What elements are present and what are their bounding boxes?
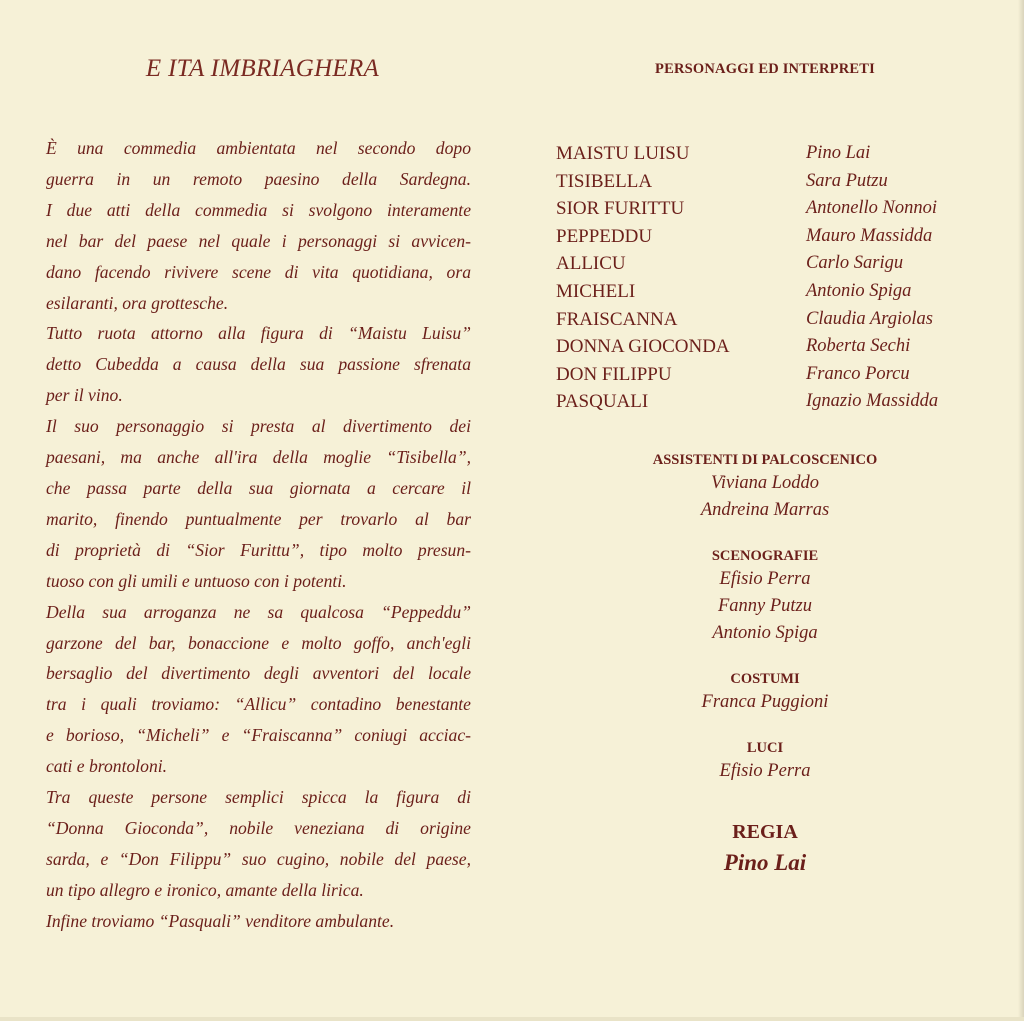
synopsis-line: tra i quali troviamo: “Allicu” contadino benestante bbox=[46, 694, 471, 715]
page-edge-shadow bbox=[1018, 0, 1024, 1021]
cast-row bbox=[556, 198, 996, 226]
page-bottom-edge bbox=[0, 1017, 1024, 1021]
cast-row bbox=[556, 171, 996, 199]
character-name: MAISTU LUISU bbox=[556, 143, 690, 164]
character-name: ALLICU bbox=[556, 253, 626, 275]
cast-row bbox=[556, 364, 996, 392]
actor-name: Pino Lai bbox=[806, 143, 871, 163]
synopsis-line: esilaranti, ora grottesche. bbox=[46, 292, 229, 313]
actor-name: Franco Porcu bbox=[806, 363, 910, 384]
credit-name: Efisio Perra bbox=[719, 569, 811, 589]
synopsis-line: dano facendo rivivere scene di vita quotidiana, ora bbox=[46, 261, 471, 282]
synopsis-line: tuoso con gli umili e untuoso con i potenti. bbox=[46, 570, 347, 591]
synopsis-line: sarda, e “Don Filippu” suo cugino, nobile del paese, bbox=[46, 848, 471, 869]
director-heading: REGIA bbox=[732, 821, 798, 843]
credit-heading: LUCI bbox=[746, 740, 784, 756]
synopsis-line: bersaglio del divertimento degli avventori del locale bbox=[46, 663, 471, 684]
cast-column bbox=[540, 55, 990, 875]
cast-row bbox=[556, 336, 996, 364]
character-name: PASQUALI bbox=[556, 391, 649, 413]
cast-row bbox=[556, 253, 996, 281]
cast-row bbox=[556, 143, 996, 171]
synopsis-line: Il suo personaggio si presta al divertimento dei bbox=[46, 416, 471, 437]
credit-stage-assistants bbox=[540, 450, 990, 524]
character-name: PEPPEDDU bbox=[556, 225, 653, 247]
credit-heading: COSTUMI bbox=[730, 671, 800, 687]
credit-name: Viviana Loddo bbox=[710, 473, 820, 493]
actor-name: Antonello Nonnoi bbox=[806, 198, 938, 219]
cast-row bbox=[556, 281, 996, 309]
character-name: FRAISCANNA bbox=[556, 308, 678, 330]
character-name: DONNA GIOCONDA bbox=[556, 336, 730, 358]
synopsis-line: per il vino. bbox=[46, 385, 123, 406]
credit-scenography bbox=[540, 546, 990, 647]
cast-row bbox=[556, 226, 996, 254]
character-name: DON FILIPPU bbox=[556, 363, 672, 385]
credit-heading: ASSISTENTI DI PALCOSCENICO bbox=[652, 452, 878, 468]
synopsis-line: marito, finendo puntualmente per trovarlo al bar bbox=[46, 508, 471, 529]
cast-heading: PERSONAGGI ED INTERPRETI bbox=[655, 61, 875, 77]
actor-name: Claudia Argiolas bbox=[806, 308, 933, 329]
synopsis-line: un tipo allegro e ironico, amante della lirica. bbox=[46, 879, 364, 900]
synopsis-column bbox=[46, 55, 471, 937]
actor-name: Antonio Spiga bbox=[806, 280, 912, 301]
synopsis-line: “Donna Gioconda”, nobile veneziana di origine bbox=[46, 817, 471, 838]
actor-name: Sara Putzu bbox=[806, 170, 888, 191]
synopsis-line: che passa parte della sua giornata a cercare il bbox=[46, 477, 471, 498]
credit-name: Franca Puggioni bbox=[701, 692, 829, 712]
actor-name: Roberta Sechi bbox=[806, 336, 911, 357]
character-name: TISIBELLA bbox=[556, 170, 653, 192]
credit-heading: SCENOGRAFIE bbox=[711, 548, 819, 564]
synopsis-line: di proprietà di “Sior Furittu”, tipo molto presun- bbox=[46, 539, 471, 560]
synopsis-text bbox=[46, 133, 471, 937]
crew-credits bbox=[540, 450, 990, 879]
cast-list bbox=[556, 143, 996, 419]
synopsis-line: Infine troviamo “Pasquali” venditore ambulante. bbox=[46, 910, 395, 931]
synopsis-line: Tutto ruota attorno alla figura di “Maistu Luisu” bbox=[46, 323, 471, 344]
synopsis-line: nel bar del paese nel quale i personaggi si avvicen- bbox=[46, 230, 471, 251]
credit-costumes bbox=[540, 669, 990, 716]
synopsis-line: paesani, ma anche all'ira della moglie “Tisibella”, bbox=[46, 447, 471, 468]
synopsis-line: Della sua arroganza ne sa qualcosa “Peppeddu” bbox=[46, 601, 471, 622]
synopsis-line: garzone del bar, bonaccione e molto goffo, anch'egli bbox=[46, 632, 471, 653]
play-title: E ITA IMBRIAGHERA bbox=[145, 55, 380, 82]
character-name: MICHELI bbox=[556, 280, 636, 302]
synopsis-line: I due atti della commedia si svolgono interamente bbox=[46, 199, 471, 220]
synopsis-line: detto Cubedda a causa della sua passione sfrenata bbox=[46, 354, 471, 375]
credit-name: Efisio Perra bbox=[719, 761, 811, 781]
actor-name: Mauro Massidda bbox=[806, 225, 933, 246]
director-name: Pino Lai bbox=[723, 850, 807, 875]
credit-lights bbox=[540, 738, 990, 785]
synopsis-line: cati e brontoloni. bbox=[46, 756, 168, 777]
cast-row bbox=[556, 309, 996, 337]
synopsis-line: guerra in un remoto paesino della Sardegna. bbox=[46, 168, 471, 189]
actor-name: Ignazio Massidda bbox=[806, 391, 939, 412]
character-name: SIOR FURITTU bbox=[556, 198, 685, 220]
synopsis-line: È una commedia ambientata nel secondo dopo bbox=[46, 138, 471, 158]
credit-name: Andreina Marras bbox=[700, 500, 830, 520]
credit-name: Antonio Spiga bbox=[712, 623, 818, 643]
cast-row bbox=[556, 391, 996, 419]
synopsis-line: Tra queste persone semplici spicca la figura di bbox=[46, 787, 471, 808]
synopsis-line: e borioso, “Micheli” e “Fraiscanna” coniugi acciac- bbox=[46, 725, 471, 746]
actor-name: Carlo Sarigu bbox=[806, 253, 904, 274]
credit-name: Fanny Putzu bbox=[717, 596, 813, 616]
